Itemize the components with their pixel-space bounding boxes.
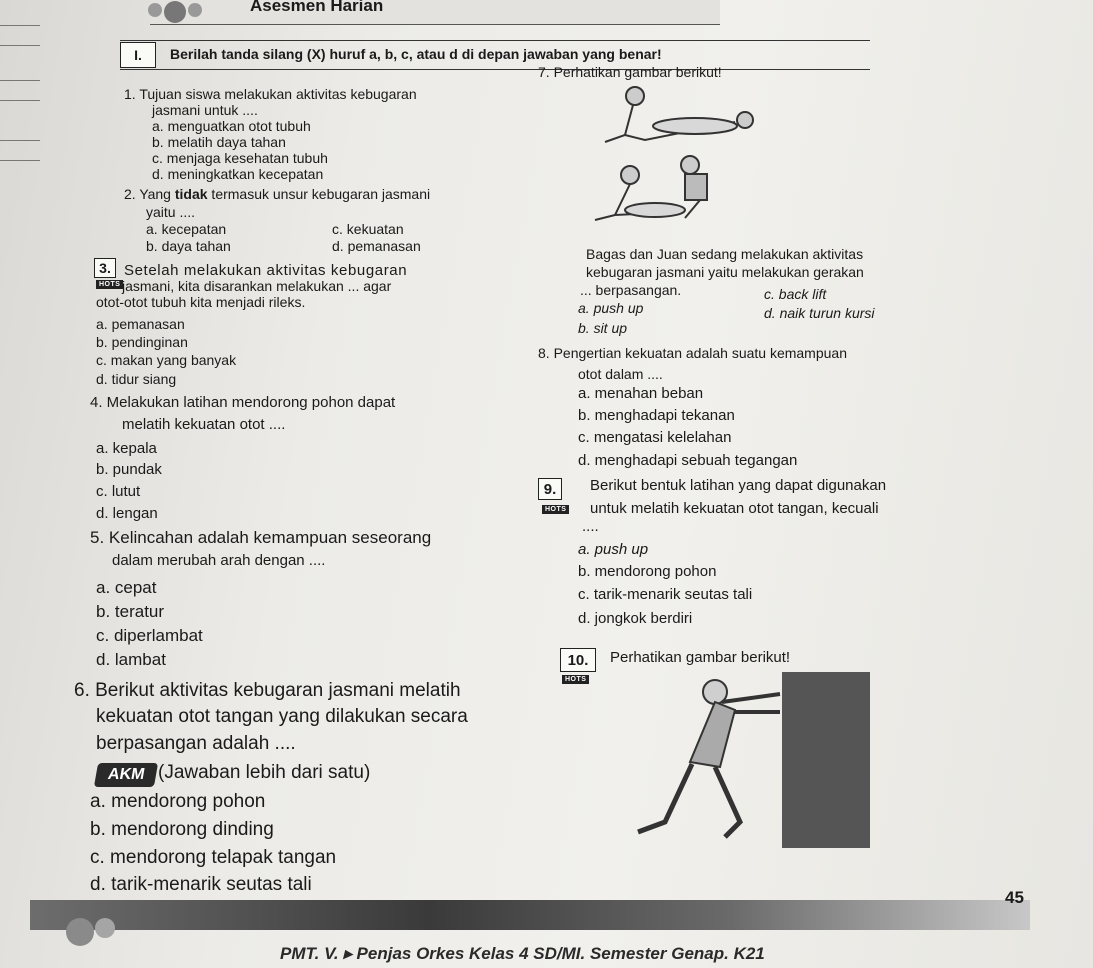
q7-option-c[interactable]: c. back lift bbox=[764, 286, 827, 302]
q8-option-c[interactable]: c. mengatasi kelelahan bbox=[578, 429, 732, 446]
q5-option-d[interactable]: d. lambat bbox=[96, 650, 166, 669]
q2-option-a[interactable]: a. kecepatan bbox=[146, 221, 227, 237]
q1-option-b[interactable]: b. melatih daya tahan bbox=[152, 134, 286, 150]
q1-option-c[interactable]: c. menjaga kesehatan tubuh bbox=[152, 150, 328, 166]
q9-option-c[interactable]: c. tarik-menarik seutas tali bbox=[578, 586, 753, 603]
header-decoration bbox=[130, 0, 220, 26]
q6-option-b[interactable]: b. mendorong dinding bbox=[90, 819, 274, 840]
q2-option-c[interactable]: c. kekuatan bbox=[332, 221, 404, 237]
page-title: Asesmen Harian bbox=[250, 0, 384, 15]
q9-text: Berikut bentuk latihan yang dapat digunakan bbox=[590, 477, 887, 494]
q3-text: otot-otot tubuh kita menjadi rileks. bbox=[96, 294, 306, 310]
q10-number: 10. bbox=[560, 648, 596, 672]
q8-option-a[interactable]: a. menahan beban bbox=[578, 385, 704, 402]
partner-exercise-figures bbox=[595, 87, 753, 220]
q9-option-b[interactable]: b. mendorong pohon bbox=[578, 563, 717, 580]
q5-option-a[interactable]: a. cepat bbox=[96, 578, 157, 597]
q3-option-b[interactable]: b. pendinginan bbox=[96, 334, 188, 350]
footer-decoration-bar bbox=[30, 900, 1030, 930]
q5-text: 5. Kelincahan adalah kemampuan seseorang bbox=[90, 528, 432, 547]
q4-option-b[interactable]: b. pundak bbox=[96, 461, 162, 478]
section-instruction: Berilah tanda silang (X) huruf a, b, c, atau d di depan jawaban yang benar! bbox=[170, 46, 662, 62]
q3-option-a[interactable]: a. pemanasan bbox=[96, 316, 185, 332]
header-bar bbox=[150, 0, 720, 25]
q6-text: kekuatan otot tangan yang dilakukan secara bbox=[96, 706, 468, 727]
q3-option-d[interactable]: d. tidur siang bbox=[96, 371, 177, 387]
q7-option-b[interactable]: b. sit up bbox=[578, 320, 628, 336]
q1-option-a[interactable]: a. menguatkan otot tubuh bbox=[152, 118, 311, 134]
q6-text: berpasangan adalah .... bbox=[96, 733, 296, 754]
q1-text: 1. Tujuan siswa melakukan aktivitas kebugaran bbox=[124, 86, 417, 102]
q1-text: jasmani untuk .... bbox=[152, 102, 258, 118]
q9-option-a[interactable]: a. push up bbox=[578, 541, 649, 558]
q9-number: 9. bbox=[538, 478, 562, 500]
q10-illustration bbox=[620, 672, 880, 852]
q4-option-c[interactable]: c. lutut bbox=[96, 483, 141, 500]
q4-text: 4. Melakukan latihan mendorong pohon dapat bbox=[90, 394, 396, 411]
q6-option-a[interactable]: a. mendorong pohon bbox=[90, 791, 266, 812]
hots-badge: HOTS bbox=[562, 675, 589, 684]
q6-text: 6. Berikut aktivitas kebugaran jasmani melatih bbox=[74, 680, 461, 701]
q7-caption: Bagas dan Juan sedang melakukan aktivitas bbox=[586, 246, 864, 262]
q7-option-d[interactable]: d. naik turun kursi bbox=[764, 305, 875, 321]
q9-text: untuk melatih kekuatan otot tangan, kecuali bbox=[590, 500, 879, 517]
q4-option-d[interactable]: d. lengan bbox=[96, 505, 158, 522]
q6-option-d[interactable]: d. tarik-menarik seutas tali bbox=[90, 874, 312, 895]
q5-option-b[interactable]: b. teratur bbox=[96, 602, 165, 621]
q9-option-d[interactable]: d. jongkok berdiri bbox=[578, 610, 693, 627]
q7-caption: ... berpasangan. bbox=[580, 282, 682, 298]
akm-badge: AKM bbox=[94, 763, 159, 787]
q7-illustration bbox=[585, 80, 765, 230]
hots-badge: HOTS bbox=[96, 280, 123, 289]
footer-text: PMT. V. ▸ Penjas Orkes Kelas 4 SD/MI. Semester Genap. K21 bbox=[280, 944, 765, 963]
q5-option-c[interactable]: c. diperlambat bbox=[96, 626, 203, 645]
q2-option-d[interactable]: d. pemanasan bbox=[332, 238, 421, 254]
page-number: 45 bbox=[1005, 888, 1024, 907]
footer-mascot-icon bbox=[50, 910, 130, 950]
q4-option-a[interactable]: a. kepala bbox=[96, 440, 157, 457]
q7-text: 7. Perhatikan gambar berikut! bbox=[538, 64, 722, 80]
q8-text: 8. Pengertian kekuatan adalah suatu kemampuan bbox=[538, 345, 847, 361]
hots-badge: HOTS bbox=[542, 505, 569, 514]
q2-text: yaitu .... bbox=[146, 204, 196, 220]
q3-text: jasmani, kita disarankan melakukan ... agar bbox=[122, 278, 392, 294]
q3-number: 3. bbox=[94, 258, 116, 278]
q10-text: Perhatikan gambar berikut! bbox=[610, 649, 791, 666]
q7-caption: kebugaran jasmani yaitu melakukan gerakan bbox=[586, 264, 864, 280]
q2-option-b[interactable]: b. daya tahan bbox=[146, 238, 231, 254]
q1-option-d[interactable]: d. meningkatkan kecepatan bbox=[152, 166, 324, 182]
pushing-wall-figure bbox=[638, 672, 870, 848]
q8-option-d[interactable]: d. menghadapi sebuah tegangan bbox=[578, 452, 798, 469]
q4-text: melatih kekuatan otot .... bbox=[122, 416, 286, 433]
q3-text: Setelah melakukan aktivitas kebugaran bbox=[124, 262, 408, 279]
q7-option-a[interactable]: a. push up bbox=[578, 300, 644, 316]
q5-text: dalam merubah arah dengan .... bbox=[112, 552, 326, 569]
q3-option-c[interactable]: c. makan yang banyak bbox=[96, 352, 237, 368]
q8-option-b[interactable]: b. menghadapi tekanan bbox=[578, 407, 735, 424]
section-number: I. bbox=[120, 42, 156, 68]
q9-text: .... bbox=[582, 518, 599, 535]
q6-note: (Jawaban lebih dari satu) bbox=[158, 762, 371, 783]
q8-text: otot dalam .... bbox=[578, 366, 663, 382]
q6-option-c[interactable]: c. mendorong telapak tangan bbox=[90, 847, 337, 868]
q2-text: 2. Yang tidak termasuk unsur kebugaran jasmani bbox=[124, 186, 431, 202]
